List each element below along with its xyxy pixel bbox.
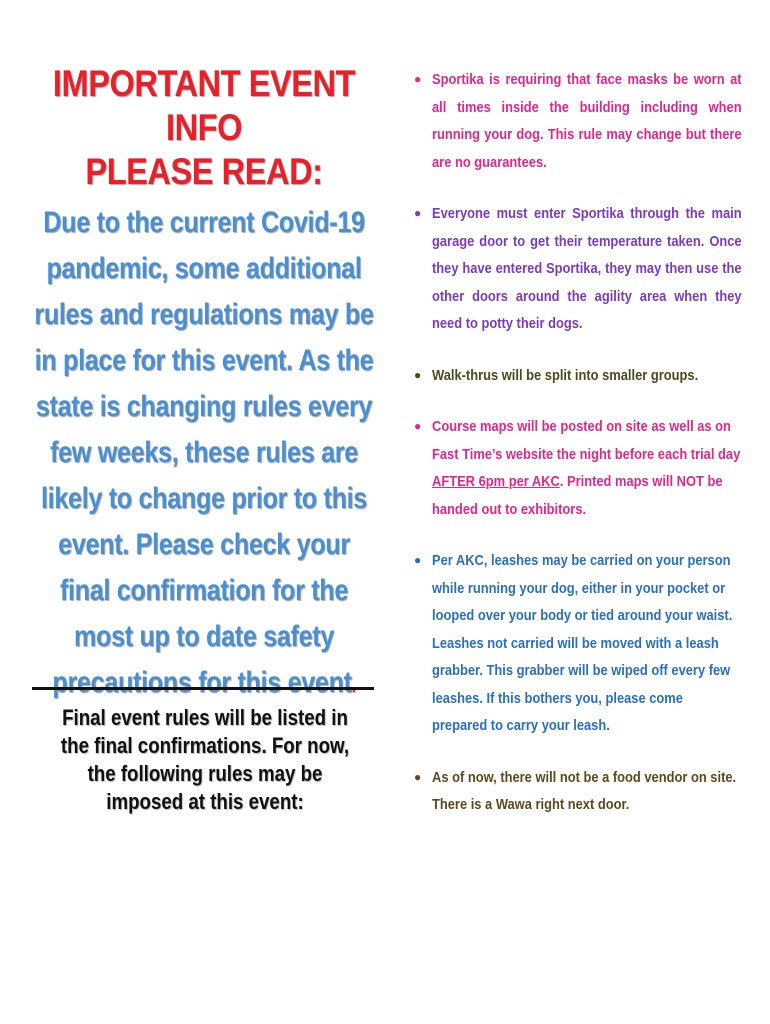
- list-item: [412, 413, 742, 523]
- list-item-text: Walk-thrus will be split into smaller groups.: [432, 366, 699, 384]
- list-item-text-after: . Printed maps will NOT be handed out to exhibitors.: [432, 473, 723, 518]
- list-item-text-wrap: [432, 66, 742, 176]
- headline-line-1: IMPORTANT EVENT INFO: [52, 63, 356, 148]
- list-item-text: Everyone must enter Sportika through the main garage door to get their temperature taken. Once they have entered Sportika, they may then use the other doors around the agility area when they need to potty their dogs.: [432, 205, 742, 332]
- list-item: [412, 547, 742, 740]
- left-column: [30, 62, 378, 709]
- intro-period: .: [351, 676, 356, 696]
- list-item: [412, 362, 742, 390]
- intro-paragraph: [32, 200, 376, 709]
- list-item-text: Per AKC, leashes may be carried on your person while running your dog, either in your pocket or looped over your body or tied around your waist. Leashes not carried will be moved with a leash grabber. This grabber will be wiped off every few leashes. If this bothers you, please come prepared to carry your leash.: [432, 552, 733, 734]
- headline-line-2: PLEASE READ:: [85, 151, 323, 192]
- list-item-text: Course maps will be posted on site as well as on Fast Time’s website the night before each trial day: [432, 418, 741, 463]
- list-item-text: As of now, there will not be a food vendor on site. There is a Wawa right next door.: [432, 768, 737, 813]
- rules-list: [412, 66, 742, 819]
- final-rules-note: Final event rules will be listed in the final confirmations. For now, the following rules may be imposed at this event:: [60, 705, 350, 814]
- list-item: [412, 66, 742, 176]
- bullet-icon: ●: [414, 72, 422, 86]
- headline: [51, 62, 357, 194]
- bullet-icon: ●: [414, 367, 422, 382]
- divider: [32, 687, 374, 690]
- list-item-text-wrap: [432, 547, 742, 740]
- list-item: [412, 200, 742, 338]
- list-item-text-underlined: AFTER 6pm per AKC: [432, 473, 560, 490]
- bullet-icon: ●: [414, 206, 422, 220]
- list-item: [412, 764, 742, 819]
- bullet-icon: ●: [414, 769, 422, 784]
- bullet-icon: ●: [414, 553, 422, 567]
- list-item-text-wrap: [432, 200, 742, 338]
- list-item-text-wrap: [432, 362, 742, 390]
- intro-text: Due to the current Covid-19 pandemic, some additional rules and regulations may be in place for this event. As the state is changing rules every few weeks, these rules are likely to change prior to this event. Please check your final confirmation for the most up to date safety precautions for this event: [34, 206, 374, 699]
- list-item-text-wrap: [432, 764, 742, 819]
- list-item-text: Sportika is requiring that face masks be worn at all times inside the building including when running your dog. This rule may change but there are no guarantees.: [432, 71, 742, 171]
- bullet-icon: ●: [414, 419, 422, 433]
- list-item-text-wrap: [432, 413, 742, 523]
